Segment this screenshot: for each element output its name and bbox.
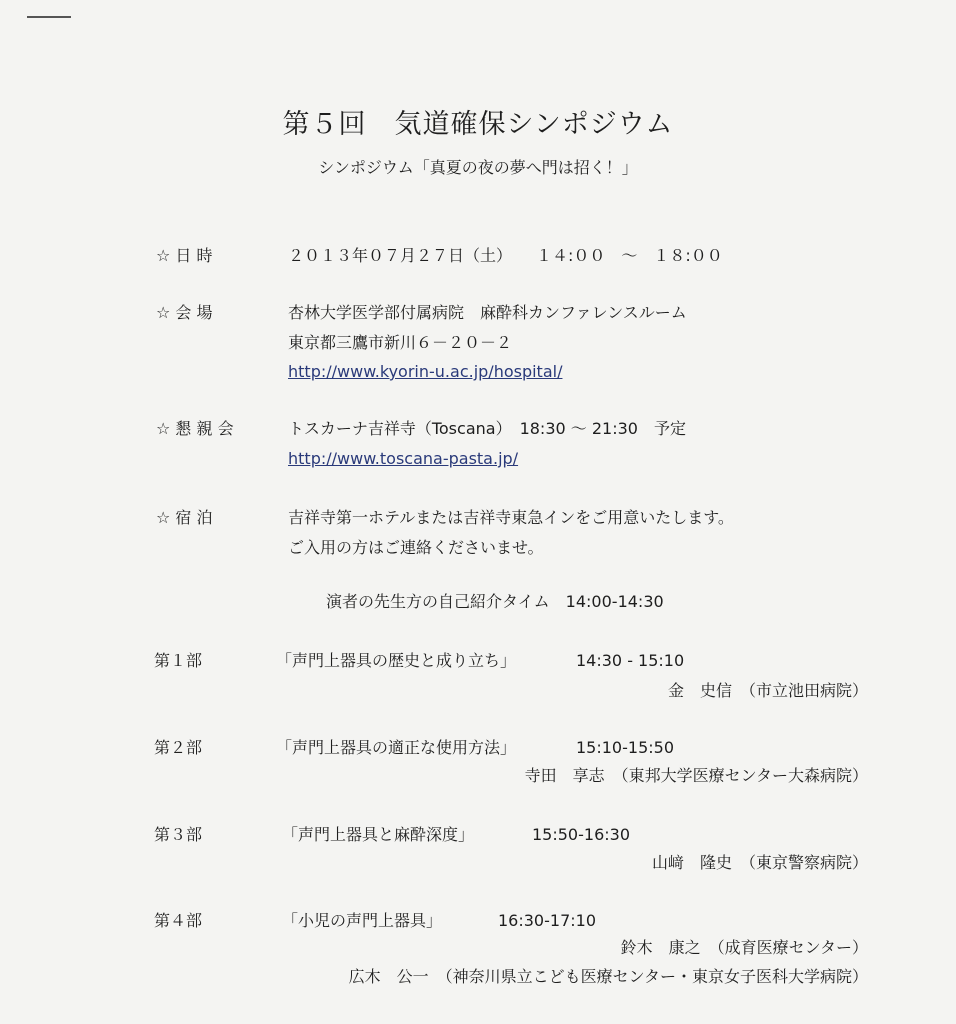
party-details: トスカーナ吉祥寺（Toscana） 18:30 ～ 21:30 予定	[288, 419, 686, 438]
scan-mark	[27, 16, 71, 18]
party-url-link[interactable]: http://www.toscana-pasta.jp/	[288, 449, 519, 468]
part-1-speaker-1: 金 史信 （市立池田病院）	[667, 681, 868, 700]
part-4-speaker-1: 鈴木 康之 （成育医療センター）	[620, 938, 868, 957]
intro-time: 演者の先生方の自己紹介タイム 14:00-14:30	[326, 592, 664, 611]
venue-address: 東京都三鷹市新川６－２０－２	[288, 333, 513, 352]
part-2-label: 第２部	[154, 738, 203, 757]
venue-name: 杏林大学医学部付属病院 麻酔科カンファレンスルーム	[288, 303, 687, 322]
part-1-label: 第１部	[154, 651, 203, 670]
lodging-line-2: ご入用の方はご連絡くださいませ。	[288, 538, 544, 557]
part-1-topic: 「声門上器具の歴史と成り立ち」	[276, 651, 517, 670]
party-label: ☆ 懇 親 会	[156, 419, 234, 438]
part-1-time: 14:30 - 15:10	[576, 651, 685, 670]
page-subtitle: シンポジウム「真夏の夜の夢へ門は招く！」	[318, 158, 638, 177]
part-3-topic: 「声門上器具と麻酔深度」	[282, 825, 475, 844]
venue-url-link[interactable]: http://www.kyorin-u.ac.jp/hospital/	[288, 362, 563, 381]
part-2-topic: 「声門上器具の適正な使用方法」	[276, 738, 517, 757]
part-3-speaker-1: 山﨑 隆史 （東京警察病院）	[651, 853, 868, 872]
datetime-value: ２０１３年０７月２７日（土） １４:００ ～ １８:００	[288, 246, 723, 265]
part-4-speaker-2: 広木 公一 （神奈川県立こども医療センター・東京女子医科大学病院）	[348, 967, 868, 986]
part-2-time: 15:10-15:50	[576, 738, 674, 757]
lodging-label: ☆ 宿 泊	[156, 508, 213, 527]
part-4-topic: 「小児の声門上器具」	[282, 911, 443, 930]
part-2-speaker-1: 寺田 享志 （東邦大学医療センター大森病院）	[524, 766, 868, 785]
datetime-label: ☆ 日 時	[156, 246, 213, 265]
part-4-time: 16:30-17:10	[498, 911, 596, 930]
part-3-label: 第３部	[154, 825, 203, 844]
venue-label: ☆ 会 場	[156, 303, 213, 322]
part-3-time: 15:50-16:30	[532, 825, 630, 844]
page-title: 第５回 気道確保シンポジウム	[282, 109, 674, 140]
lodging-line-1: 吉祥寺第一ホテルまたは吉祥寺東急インをご用意いたします。	[288, 508, 734, 527]
part-4-label: 第４部	[154, 911, 203, 930]
